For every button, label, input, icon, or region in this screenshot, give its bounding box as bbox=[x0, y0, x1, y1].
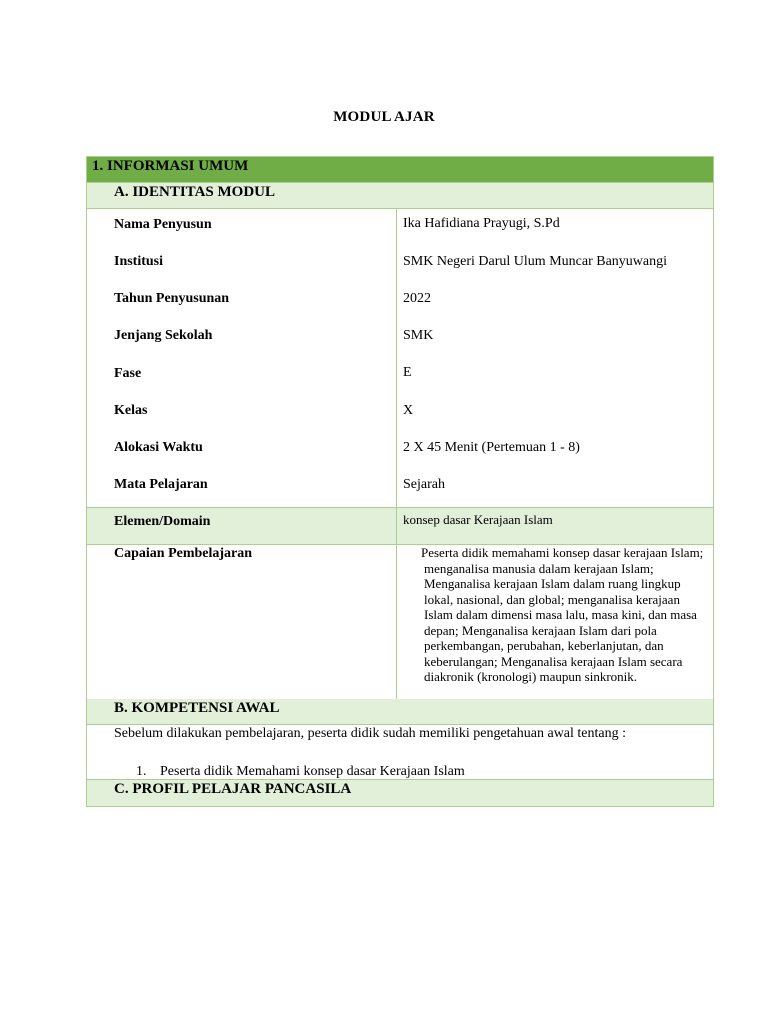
field-label-tahun: Tahun Penyusunan bbox=[114, 291, 230, 306]
subsection-header-identitas bbox=[87, 183, 713, 209]
subsection-header-kompetensi bbox=[87, 699, 713, 725]
subsection-heading: C. PROFIL PELAJAR PANCASILA bbox=[114, 781, 352, 797]
field-value-fase: E bbox=[403, 365, 412, 380]
section-header-informasi-umum bbox=[87, 157, 713, 183]
kompetensi-body bbox=[87, 725, 713, 780]
list-item-number: 1. bbox=[136, 764, 147, 779]
field-value-jenjang: SMK bbox=[403, 328, 434, 343]
kompetensi-intro: Sebelum dilakukan pembelajaran, peserta didik sudah memiliki pengetahuan awal tentang : bbox=[114, 726, 627, 741]
field-value-capaian: Peserta didik memahami konsep dasar kerajaan Islam; menganalisa manusia dalam kerajaan Islam; Menganalisa kerajaan Islam dalam ruang lingkup lokal, nasional, dan global; menganalisa kerajaan Islam dalam dimensi masa lalu, masa kini, dan masa depan; Menganalisa kerajaan Islam dari pola perkembangan, perubahan, keberlanjutan, dan keberulangan; Menganalisa kerajaan Islam secara diakronik (kronologi) maupun sinkronik. bbox=[421, 545, 704, 684]
field-value-nama-penyusun: Ika Hafidiana Prayugi, S.Pd bbox=[403, 216, 560, 231]
field-label-nama-penyusun: Nama Penyusun bbox=[114, 217, 212, 232]
field-value-alokasi: 2 X 45 Menit (Pertemuan 1 - 8) bbox=[403, 440, 580, 455]
column-divider bbox=[396, 209, 397, 507]
field-label-elemen: Elemen/Domain bbox=[114, 514, 211, 529]
capaian-row bbox=[87, 545, 713, 699]
identity-block bbox=[87, 209, 713, 508]
subsection-heading: A. IDENTITAS MODUL bbox=[114, 184, 275, 200]
column-divider bbox=[396, 508, 397, 544]
field-value-institusi: SMK Negeri Darul Ulum Muncar Banyuwangi bbox=[403, 254, 668, 269]
section-heading: 1. INFORMASI UMUM bbox=[92, 158, 249, 174]
field-label-institusi: Institusi bbox=[114, 254, 164, 269]
column-divider bbox=[396, 545, 397, 699]
field-value-tahun: 2022 bbox=[403, 291, 431, 306]
field-value-kelas: X bbox=[403, 403, 414, 418]
module-table bbox=[86, 156, 714, 807]
field-label-jenjang: Jenjang Sekolah bbox=[114, 328, 213, 343]
field-label-fase: Fase bbox=[114, 366, 142, 381]
list-item-text: Peserta didik Memahami konsep dasar Kerajaan Islam bbox=[160, 764, 465, 779]
subsection-heading: B. KOMPETENSI AWAL bbox=[114, 700, 280, 716]
subsection-header-profil bbox=[87, 780, 713, 806]
field-label-mapel: Mata Pelajaran bbox=[114, 477, 208, 492]
field-label-capaian: Capaian Pembelajaran bbox=[114, 546, 253, 561]
field-value-elemen: konsep dasar Kerajaan Islam bbox=[403, 512, 553, 527]
field-label-kelas: Kelas bbox=[114, 403, 148, 418]
document-title: MODUL AJAR bbox=[333, 109, 435, 125]
field-label-alokasi: Alokasi Waktu bbox=[114, 440, 203, 455]
field-value-mapel: Sejarah bbox=[403, 477, 445, 492]
elemen-row bbox=[87, 508, 713, 545]
